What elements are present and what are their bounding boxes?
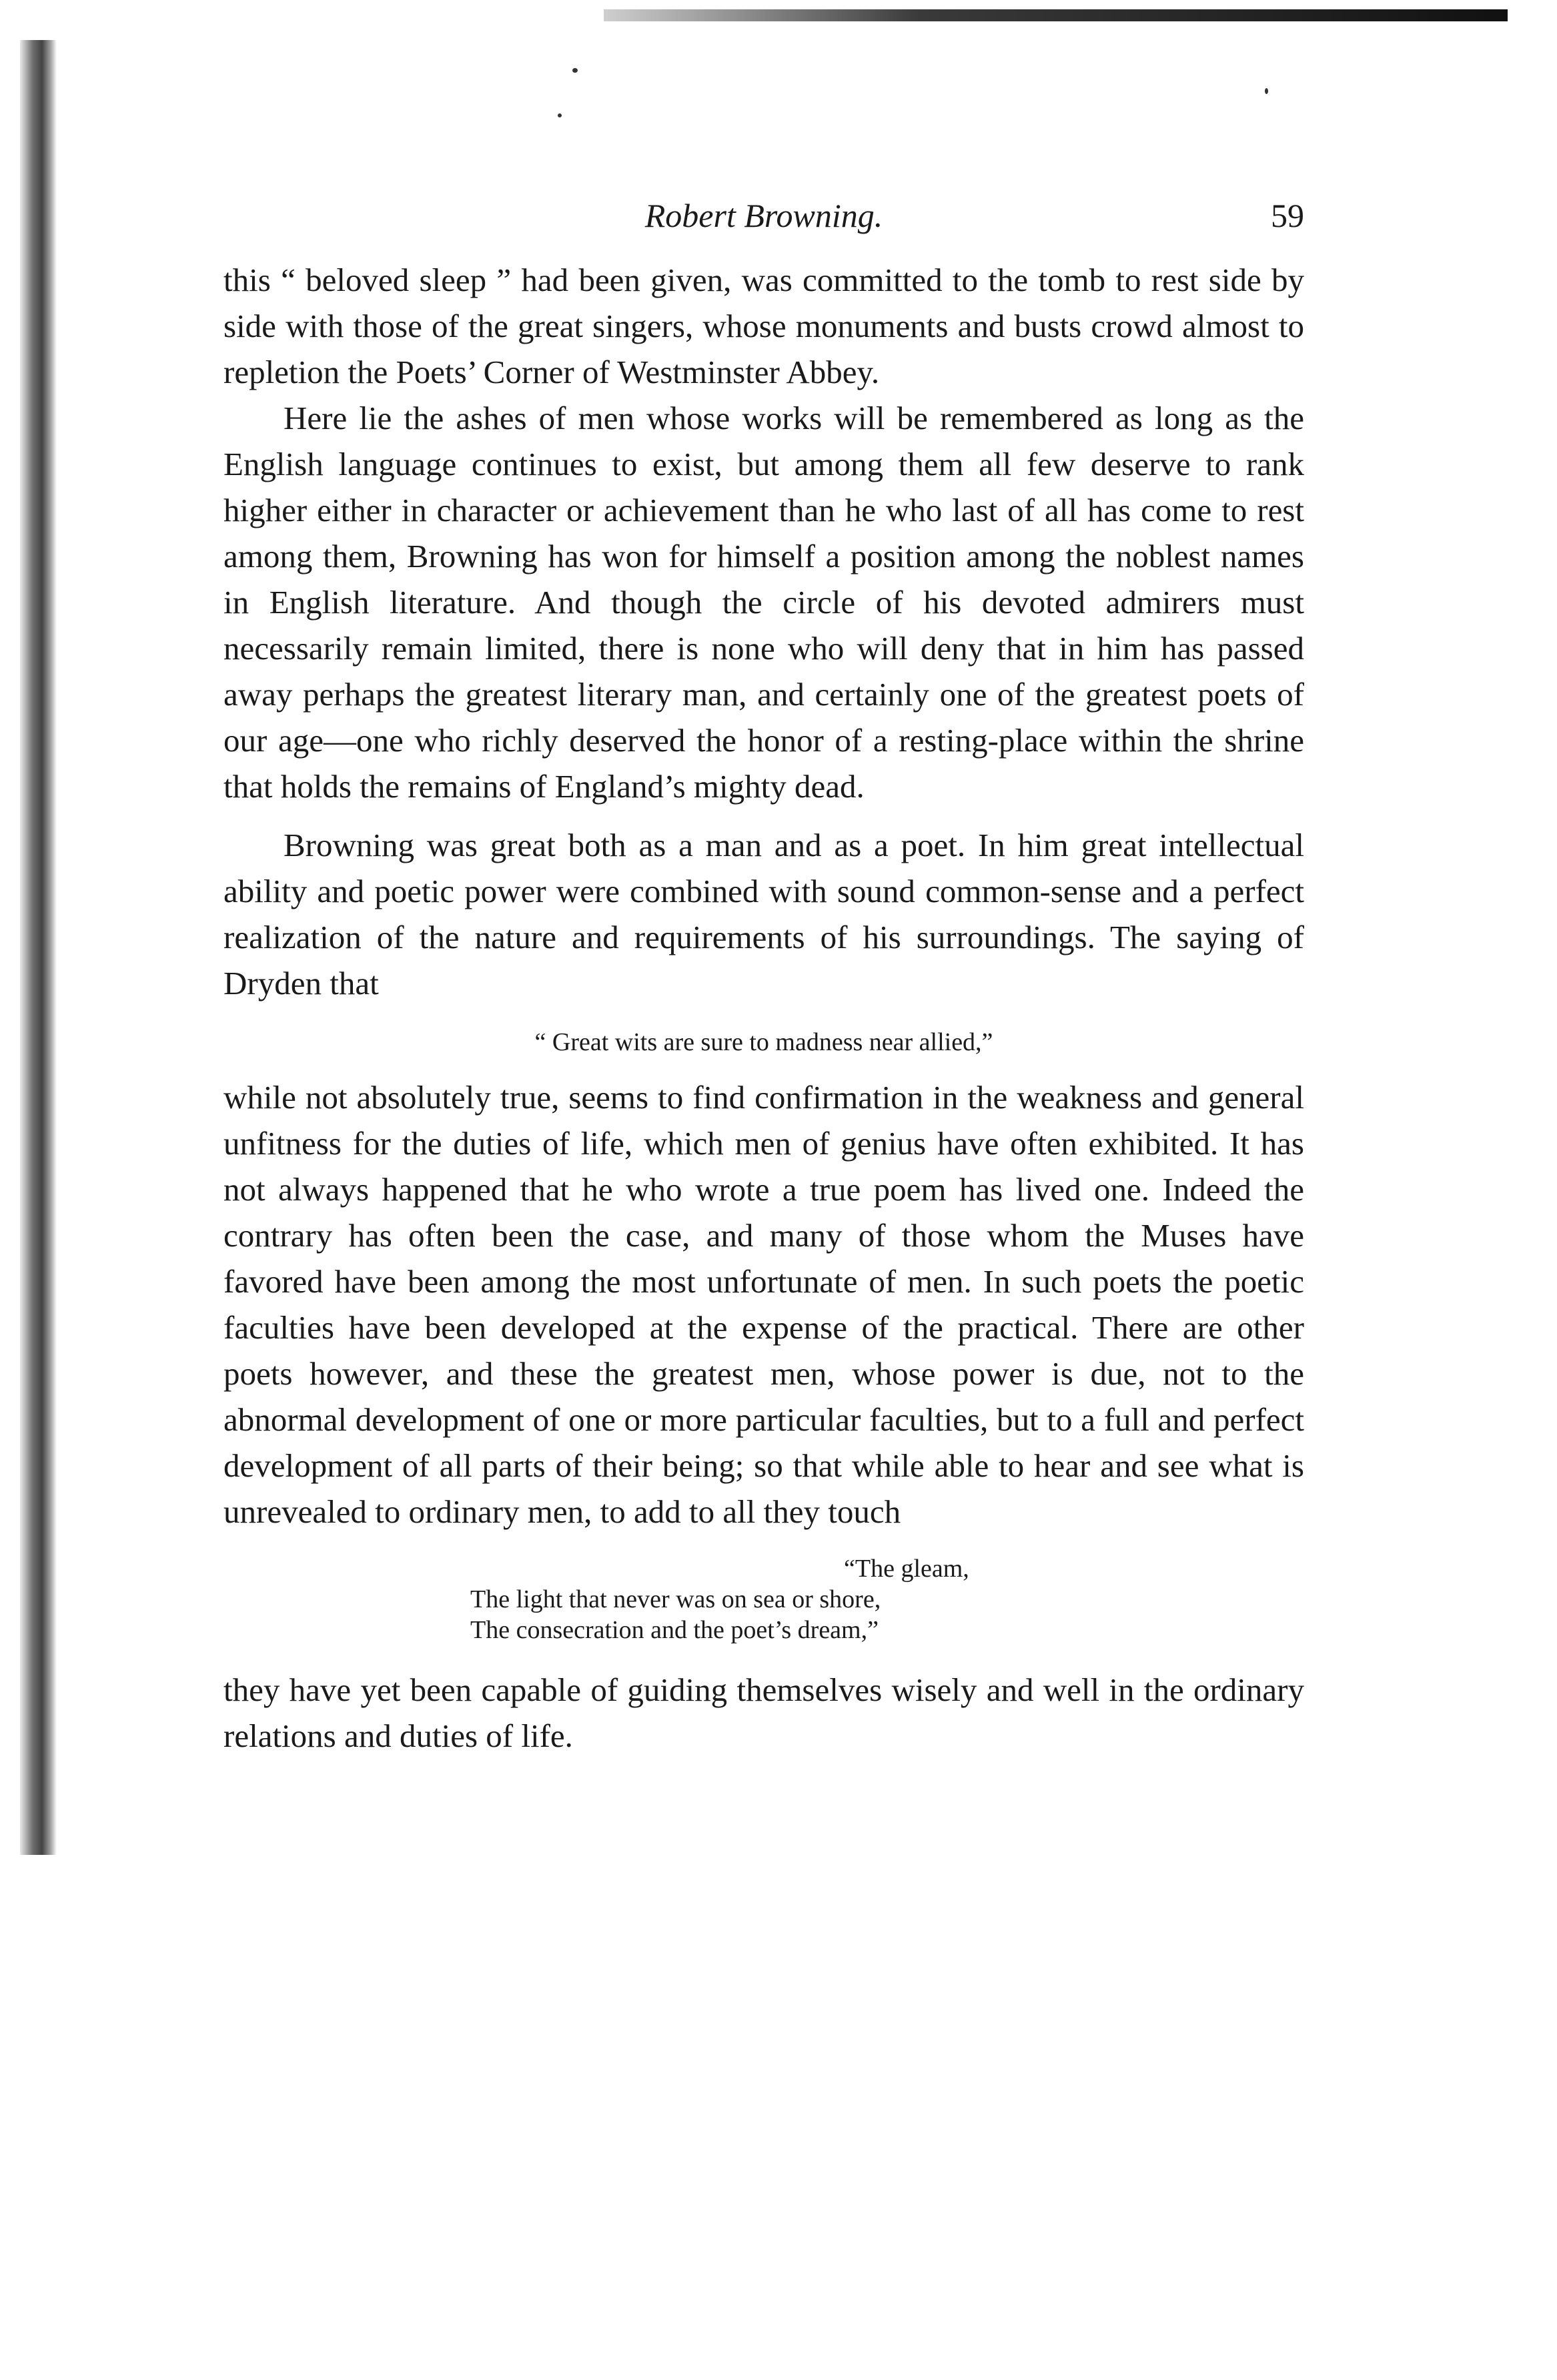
scan-speck [572, 68, 578, 73]
page-body [223, 257, 1304, 1759]
verse-line-1: “The gleam, [844, 1555, 969, 1583]
paragraph-2: Here lie the ashes of men whose works will be remembered as long as the English language continues to exist, but among them all few deserve to rank higher either in character or achievement than he who last of all has come to rest among them, Browning has won for himself a position among the noblest names in English literature. And though the circle of his devoted admirers must necessarily remain limited, there is none who will deny that in him has passed away perhaps the greatest literary man, and certainly one of the greatest poets of our age—one who richly deserved the honor of a resting-place within the shrine that holds the remains of England’s mighty dead. [223, 400, 1304, 805]
dryden-quotation: “ Great wits are sure to madness near allied,” [534, 1028, 993, 1056]
paragraph-1: this “ beloved sleep ” had been given, was committed to the tomb to rest side by side with those of the great singers, whose monuments and busts crowd almost to repletion the Poets’ Corner of Westminster Abbey. [223, 262, 1304, 390]
verse-line-2: The light that never was on sea or shore, [470, 1585, 881, 1613]
running-title: Robert Browning. [644, 197, 883, 234]
page-edge-shadow [20, 40, 57, 1855]
top-scan-rule [604, 9, 1508, 21]
verse-quotation [470, 1553, 1304, 1645]
page-number: 59 [1271, 197, 1304, 234]
paragraph-4: while not absolutely true, seems to find confirmation in the weakness and general unfitness for the duties of life, which men of genius have often exhibited. It has not always happened that he who wrote a true poem has lived one. Indeed the contrary has often been the case, and many of those whom the Muses have favored have been among the most unfortunate of men. In such poets the poetic faculties have been developed at the expense of the practical. There are other poets however, and these the greatest men, whose power is due, not to the abnormal development of one or more particular faculties, but to a full and perfect development of all parts of their being; so that while able to hear and see what is unrevealed to ordinary men, to add to all they touch [223, 1079, 1304, 1530]
scan-speck [558, 113, 562, 117]
verse-line-3: The consecration and the poet’s dream,” [470, 1616, 879, 1644]
paragraph-3: Browning was great both as a man and as a poet. In him great intellectual ability and poetic power were combined with sound common-sense and a perfect realization of the nature and requirements of his surroundings. The saying of Dryden that [223, 827, 1304, 1002]
scan-speck [1265, 88, 1268, 94]
paragraph-5: they have yet been capable of guiding themselves wisely and well in the ordinary relations and duties of life. [223, 1671, 1304, 1754]
running-head [223, 192, 1304, 239]
